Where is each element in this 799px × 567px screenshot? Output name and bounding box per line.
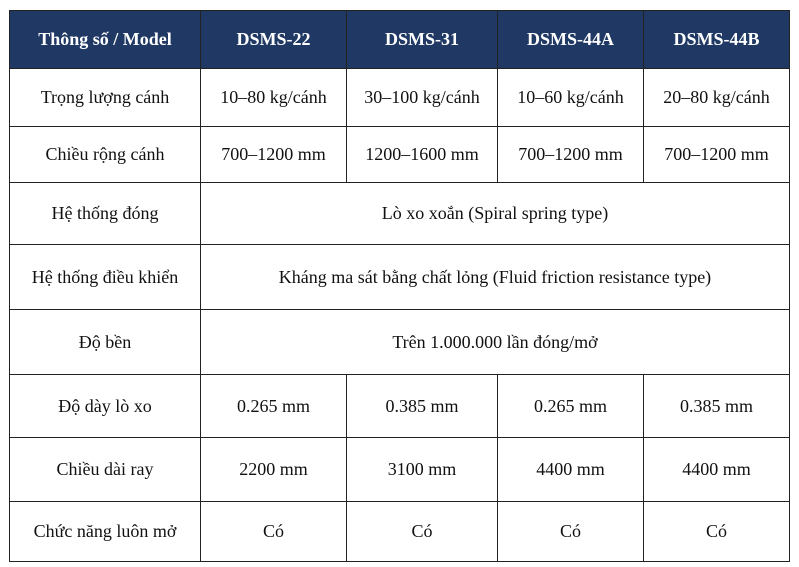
header-cell-dsms-44b: DSMS-44B: [644, 11, 790, 69]
table-cell: Có: [201, 502, 347, 562]
table-cell: Có: [644, 502, 790, 562]
table-cell: 30–100 kg/cánh: [347, 69, 498, 127]
table-cell: 1200–1600 mm: [347, 127, 498, 183]
merged-cell: Lò xo xoắn (Spiral spring type): [201, 183, 790, 245]
table-cell: 20–80 kg/cánh: [644, 69, 790, 127]
row-label: Hệ thống điều khiển: [10, 245, 201, 310]
row-label: Chiều dài ray: [10, 438, 201, 502]
table-cell: 10–60 kg/cánh: [498, 69, 644, 127]
table-row-durability: [10, 310, 790, 375]
table-cell: 3100 mm: [347, 438, 498, 502]
row-label: Độ dày lò xo: [10, 375, 201, 438]
row-label: Hệ thống đóng: [10, 183, 201, 245]
table-row-door-width: [10, 127, 790, 183]
table-cell: 0.265 mm: [498, 375, 644, 438]
header-row: [10, 11, 790, 69]
table-cell: 10–80 kg/cánh: [201, 69, 347, 127]
header-cell-dsms-31: DSMS-31: [347, 11, 498, 69]
table-row-spring-thickness: [10, 375, 790, 438]
table-cell: Có: [498, 502, 644, 562]
table-cell: 700–1200 mm: [201, 127, 347, 183]
header-cell-dsms-22: DSMS-22: [201, 11, 347, 69]
table-cell: 4400 mm: [644, 438, 790, 502]
table-cell: 0.265 mm: [201, 375, 347, 438]
row-label: Độ bền: [10, 310, 201, 375]
table-row-closing-system: [10, 183, 790, 245]
header-cell-dsms-44a: DSMS-44A: [498, 11, 644, 69]
table-cell: 4400 mm: [498, 438, 644, 502]
table-cell: 700–1200 mm: [498, 127, 644, 183]
table-cell: 0.385 mm: [644, 375, 790, 438]
table-cell: 2200 mm: [201, 438, 347, 502]
table-row-control-system: [10, 245, 790, 310]
spec-table: [9, 10, 790, 562]
table-row-rail-length: [10, 438, 790, 502]
row-label: Trọng lượng cánh: [10, 69, 201, 127]
header-cell-parameter: Thông số / Model: [10, 11, 201, 69]
row-label: Chiều rộng cánh: [10, 127, 201, 183]
table-row-door-weight: [10, 69, 790, 127]
merged-cell: Kháng ma sát bằng chất lỏng (Fluid friction resistance type): [201, 245, 790, 310]
table-row-hold-open: [10, 502, 790, 562]
table-cell: 0.385 mm: [347, 375, 498, 438]
table-cell: Có: [347, 502, 498, 562]
merged-cell: Trên 1.000.000 lần đóng/mở: [201, 310, 790, 375]
row-label: Chức năng luôn mở: [10, 502, 201, 562]
table-cell: 700–1200 mm: [644, 127, 790, 183]
